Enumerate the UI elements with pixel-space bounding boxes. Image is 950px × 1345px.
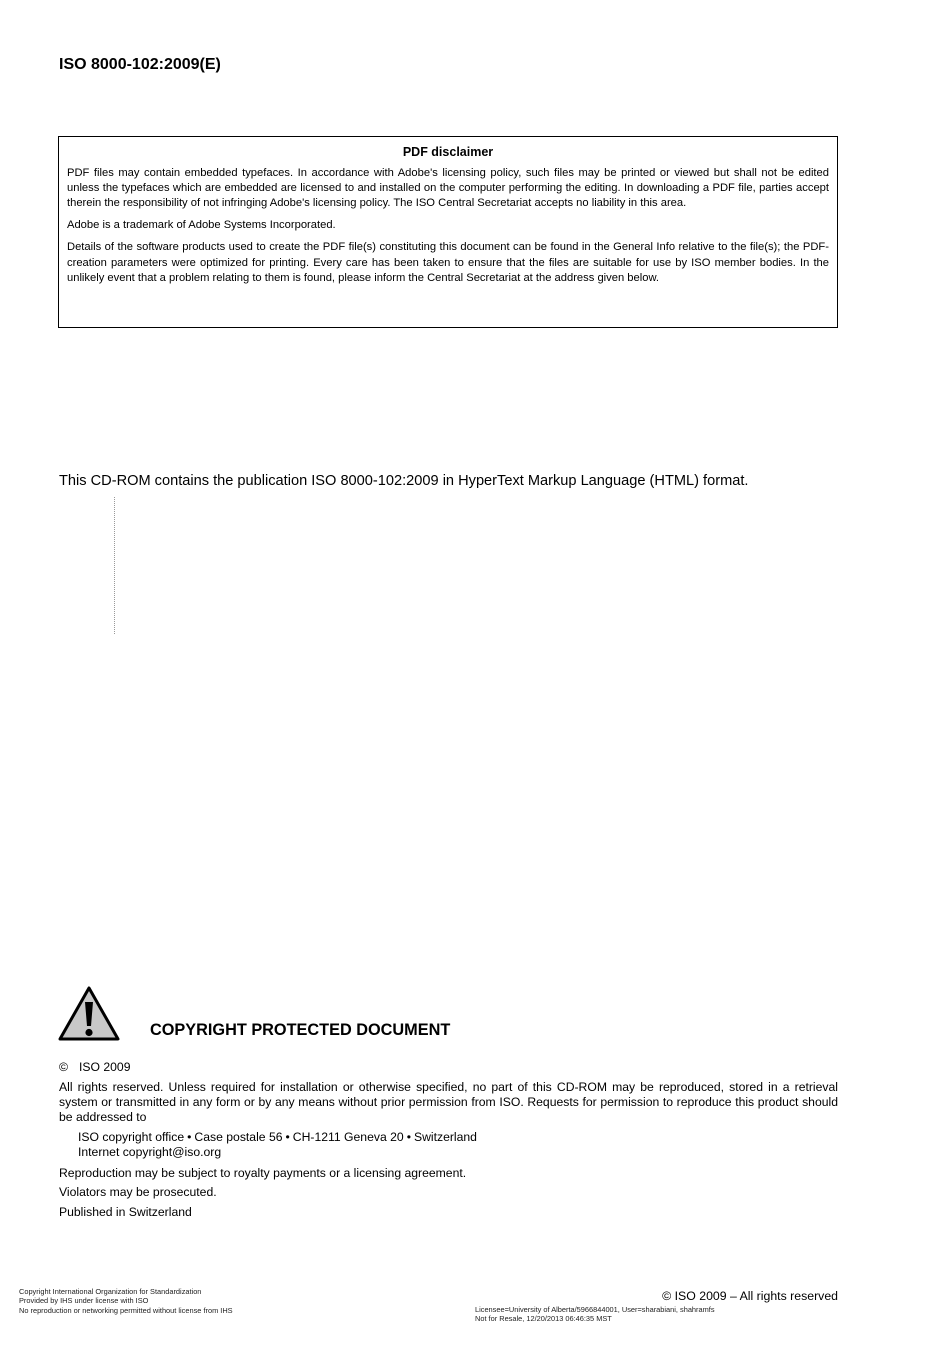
copyright-year: ISO 2009: [79, 1060, 131, 1074]
bullet-icon: •: [187, 1130, 192, 1144]
copyright-symbol: ©: [59, 1060, 68, 1074]
address-internet: Internet copyright@iso.org: [78, 1145, 222, 1160]
dotted-margin-line: [114, 497, 115, 634]
iso-address: [78, 1130, 477, 1161]
license-line: No reproduction or networking permitted without license from IHS: [19, 1305, 233, 1315]
cd-rom-note: This CD-ROM contains the publication ISO 8000-102:2009 in HyperText Markup Language (HTML) format.: [59, 473, 749, 489]
disclaimer-paragraph: PDF files may contain embedded typefaces. In accordance with Adobe's licensing policy, such files may be printed or viewed but shall not be edited unless the typefaces which are embedded are licensed to and installed on the computer performing the editing. In downloading a PDF file, parties accept therein the responsibility of not infringing Adobe's licensing policy. The ISO Central Secretariat accepts no liability in this area.: [67, 167, 829, 210]
bullet-icon: •: [285, 1130, 290, 1144]
disclaimer-title: PDF disclaimer: [402, 145, 494, 159]
disclaimer-paragraph: Adobe is a trademark of Adobe Systems Incorporated.: [67, 219, 336, 232]
address-postal: Case postale 56: [194, 1130, 283, 1144]
document-id: ISO 8000-102:2009(E): [59, 56, 221, 73]
bullet-icon: •: [406, 1130, 411, 1144]
copyright-title: COPYRIGHT PROTECTED DOCUMENT: [150, 1021, 451, 1039]
royalty-note: Reproduction may be subject to royalty payments or a licensing agreement.: [59, 1166, 467, 1180]
published-note: Published in Switzerland: [59, 1205, 192, 1219]
license-notice-right: [475, 1305, 715, 1324]
address-city: CH-1211 Geneva 20: [292, 1130, 404, 1144]
page-footer-rights: © ISO 2009 – All rights reserved: [662, 1289, 838, 1303]
pdf-disclaimer-box: [58, 136, 838, 328]
license-line: Licensee=University of Alberta/5966844001, User=sharabiani, shahramfs: [475, 1305, 715, 1314]
address-country: Switzerland: [413, 1130, 477, 1144]
address-line: [78, 1130, 477, 1145]
license-notice-left: [19, 1287, 233, 1315]
rights-statement: All rights reserved. Unless required for installation or otherwise specified, no part of this CD-ROM may be reproduced, stored in a retrieval system or transmitted in any form or by any means without prior permission from ISO. Requests for permission to reproduce this product should be addressed to: [59, 1080, 838, 1125]
copyright-year-line: [59, 1060, 131, 1074]
violators-note: Violators may be prosecuted.: [59, 1185, 217, 1199]
license-line: Not for Resale, 12/20/2013 06:46:35 MST: [475, 1314, 612, 1324]
license-line: Provided by IHS under license with ISO: [19, 1296, 149, 1306]
disclaimer-paragraph: Details of the software products used to create the PDF file(s) constituting this document can be found in the General Info relative to the file(s); the PDF-creation parameters were optimized for printing. Every care has been taken to ensure that the files are suitable for use by ISO member bodies. In the unlikely event that a problem relating to them is found, please inform the Central Secretariat at the address given below.: [67, 241, 829, 284]
address-office: ISO copyright office: [78, 1130, 185, 1144]
license-line: Copyright International Organization for Standardization: [19, 1287, 202, 1296]
warning-triangle-icon: [57, 985, 121, 1042]
